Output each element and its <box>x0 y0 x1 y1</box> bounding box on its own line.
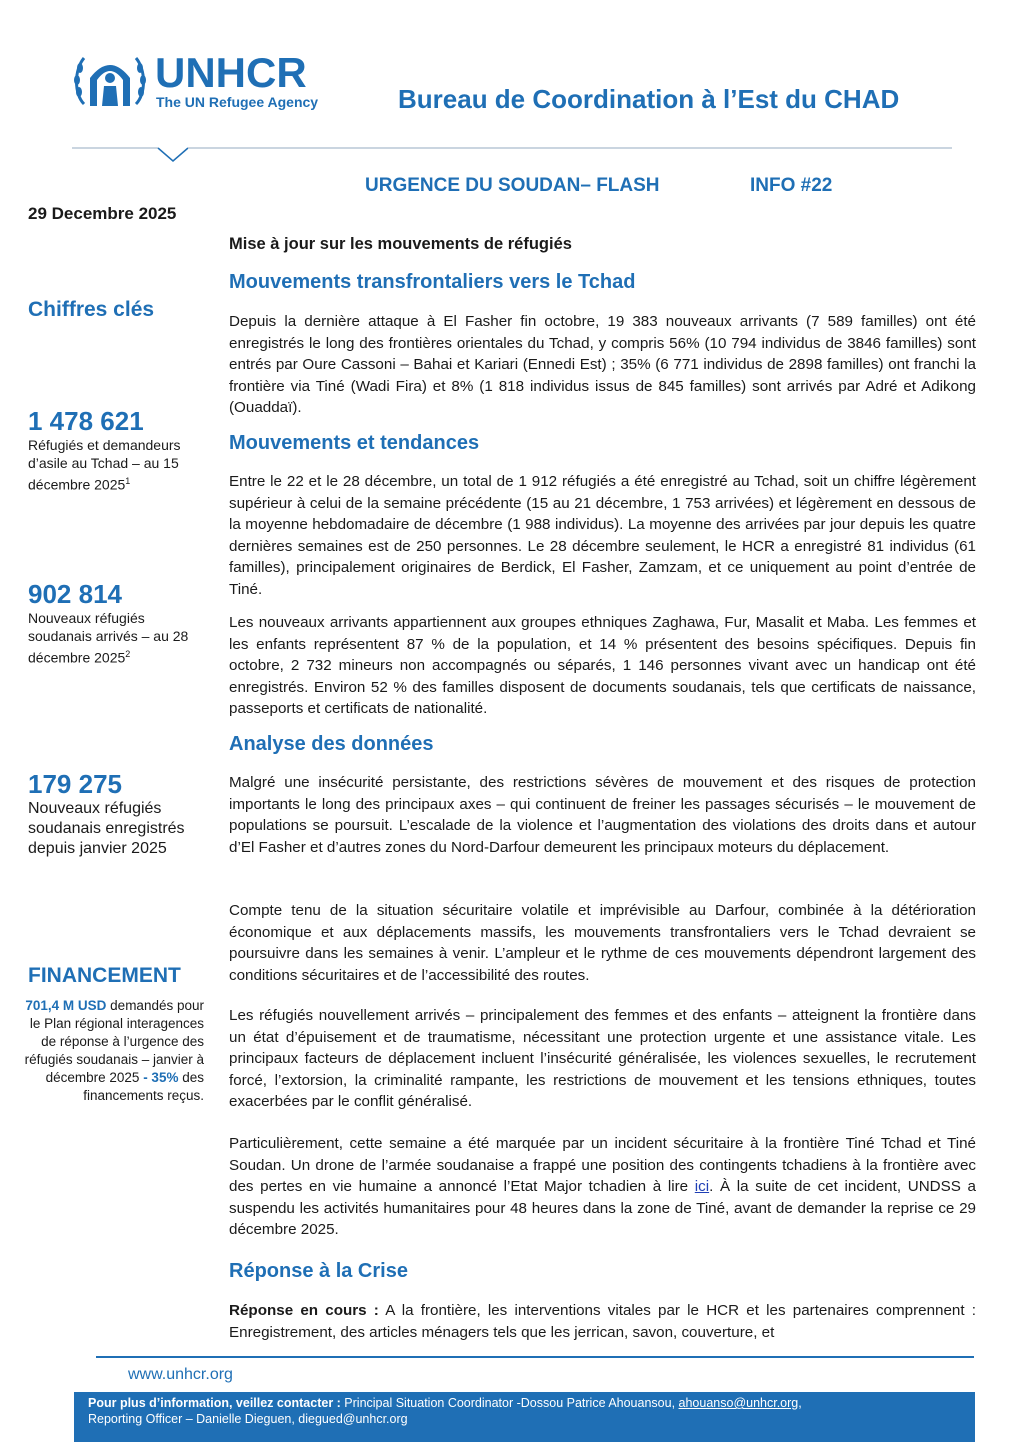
figure-registered-label: Nouveaux réfugiés soudanais enregistrés depuis janvier 2025 <box>28 800 185 857</box>
flash-title: URGENCE DU SOUDAN– FLASH <box>365 175 660 196</box>
paragraph: Particulièrement, cette semaine a été marquée par un incident sécuritaire à la frontière Tiné Tchad et Tiné Soudan. Un drone de l’armée soudanaise a frappé une position des contingents tchadiens à la frontière avec des pertes en vie humaine a annoncé l’Etat Major tchadien à lire ici. À la suite de cet incident, UNDSS a suspendu les activités humanitaires pour 48 heures dans la zone de Tiné, avant de demander la reprise ce 29 décembre 2025. <box>229 1135 976 1238</box>
figure-refugees-total: 1 478 621 <box>28 406 144 436</box>
contact-email-link[interactable]: ahouanso@unhcr.org <box>678 1396 799 1410</box>
update-title: Mise à jour sur les mouvements de réfugiés <box>229 235 572 253</box>
paragraph: Les réfugiés nouvellement arrivés – principalement des femmes et des enfants – atteignent la frontière dans un état d’épuisement et de traumatisme, nécessitant une protection urgente et une assistance vitale. Les principaux facteurs de déplacement incluent l’insécurité généralisée, les violences sexuelles, le recrutement forcé, l’extorsion, la criminalité rampante, les restrictions de mouvement et les tensions ethniques, toutes exacerbées par le conflit généralisé. <box>229 1007 976 1110</box>
paragraph: Les nouveaux arrivants appartiennent aux groupes ethniques Zaghawa, Fur, Masalit et Maba. Les femmes et les enfants représentent 87 % de la population, et 14 % présentent des besoins spécifiques. Depuis fin octobre, 2 732 mineurs non accompagnés ou séparés, 1 146 personnes vivant avec un handicap ont été enregistrés. Environ 52 % des familles disposent de documents soudanais, tels que certificats de naissance, passeports et certificats de nationalité. <box>229 614 976 717</box>
paragraph: Depuis la dernière attaque à El Fasher fin octobre, 19 383 nouveaux arrivants (7 589 familles) ont été enregistrés le long des frontières orientales du Tchad, y compris 56% (10 794 individus de 3846 familles) sont entrés par Oure Cassoni – Bahai et Kariari (Ennedi Est) ; 35% (6 771 individus de 2898 familles) ont franchi la frontière via Tiné (Wadi Fira) et 8% (1 818 individus issus de 845 familles) sont arrivés par Adré et Adikong (Ouaddaï). <box>229 313 976 416</box>
paragraph: Malgré une insécurité persistante, des restrictions sévères de mouvement et des risques de protection importants le long des principaux axes – qui continuent de freiner les passages sécurisés – le mouvement de populations se poursuit. L’escalade de la violence et l’augmentation des violations des droits dans et autour d’El Fasher et d’autres zones du Nord-Darfour demeurent les principaux moteurs du déplacement. <box>229 774 976 856</box>
key-figures-title: Chiffres clés <box>28 298 155 321</box>
section-title-cross-border: Mouvements transfrontaliers vers le Tchad <box>229 271 636 293</box>
section-title-response: Réponse à la Crise <box>229 1260 408 1282</box>
figure-new-arrivals-label: Nouveaux réfugiés soudanais arrivés – au 28 décembre 2025$^2$ <box>28 610 189 666</box>
figure-refugees-total-label: Réfugiés et demandeurs d’asile au Tchad – au 15 décembre 2025$^1$ <box>28 437 181 493</box>
funding-title: FINANCEMENT <box>28 964 181 987</box>
incident-link[interactable]: ici <box>694 1178 710 1195</box>
section-title-trends: Mouvements et tendances <box>229 432 480 454</box>
header-divider <box>72 147 952 177</box>
footer-divider <box>96 1356 974 1358</box>
flash-info-number: INFO #22 <box>750 175 833 196</box>
org-name: UNHCR <box>155 49 307 96</box>
paragraph: Entre le 22 et le 28 décembre, un total de 1 912 réfugiés a été enregistré au Tchad, soit un chiffre légèrement supérieur à celui de la semaine précédente (15 au 21 décembre, 1 753 arrivées) et légèrement en dessous de la moyenne hebdomadaire de décembre (1 988 individus). La moyenne des arrivées par jour depuis les quatre dernières semaines est de 250 personnes. Le 28 décembre seulement, le HCR a enregistré 81 individus (61 familles), principalement originaires de Berdick, El Fasher, Zamzam, et ce uniquement au point d’entrée de Tiné. <box>229 473 976 598</box>
report-date: 29 Decembre 2025 <box>28 204 177 223</box>
org-subtitle: The UN Refugee Agency <box>156 94 319 110</box>
section-title-analysis: Analyse des données <box>229 733 434 755</box>
bureau-title: Bureau de Coordination à l’Est du CHAD <box>398 84 900 114</box>
paragraph: Réponse en cours : A la frontière, les interventions vitales par le HCR et les partenaires comprennent : Enregistrement, des articles ménagers tels que les jerrican, savon, couverture, et <box>229 1302 977 1341</box>
figure-new-arrivals: 902 814 <box>28 579 122 609</box>
website-link[interactable]: www.unhcr.org <box>128 1366 233 1383</box>
figure-registered: 179 275 <box>28 769 122 799</box>
paragraph: Compte tenu de la situation sécuritaire volatile et imprévisible au Darfour, combinée à la détérioration économique et aux déplacements massifs, les mouvements transfrontaliers vers le Tchad devraient se poursuivre dans les semaines à venir. L’ampleur et le rythme de ces mouvements dépendront largement des conditions sécuritaires et de l’accessibilité des routes. <box>229 902 976 984</box>
footer-contact-line: Pour plus d’information, veillez contacter : Principal Situation Coordinator -Dossou Patrice Ahouansou, ahouanso@unhcr.org, <box>88 1396 802 1410</box>
unhcr-logo-icon <box>70 48 150 116</box>
footer-contact-line: Reporting Officer – Danielle Dieguen, diegued@unhcr.org <box>88 1412 408 1426</box>
funding-text: 701,4 M USD demandés pour le Plan régional interagences de réponse à l’urgence des réfugiés soudanais – janvier à décembre 2025 - 35% des financements reçus. <box>24 998 204 1103</box>
